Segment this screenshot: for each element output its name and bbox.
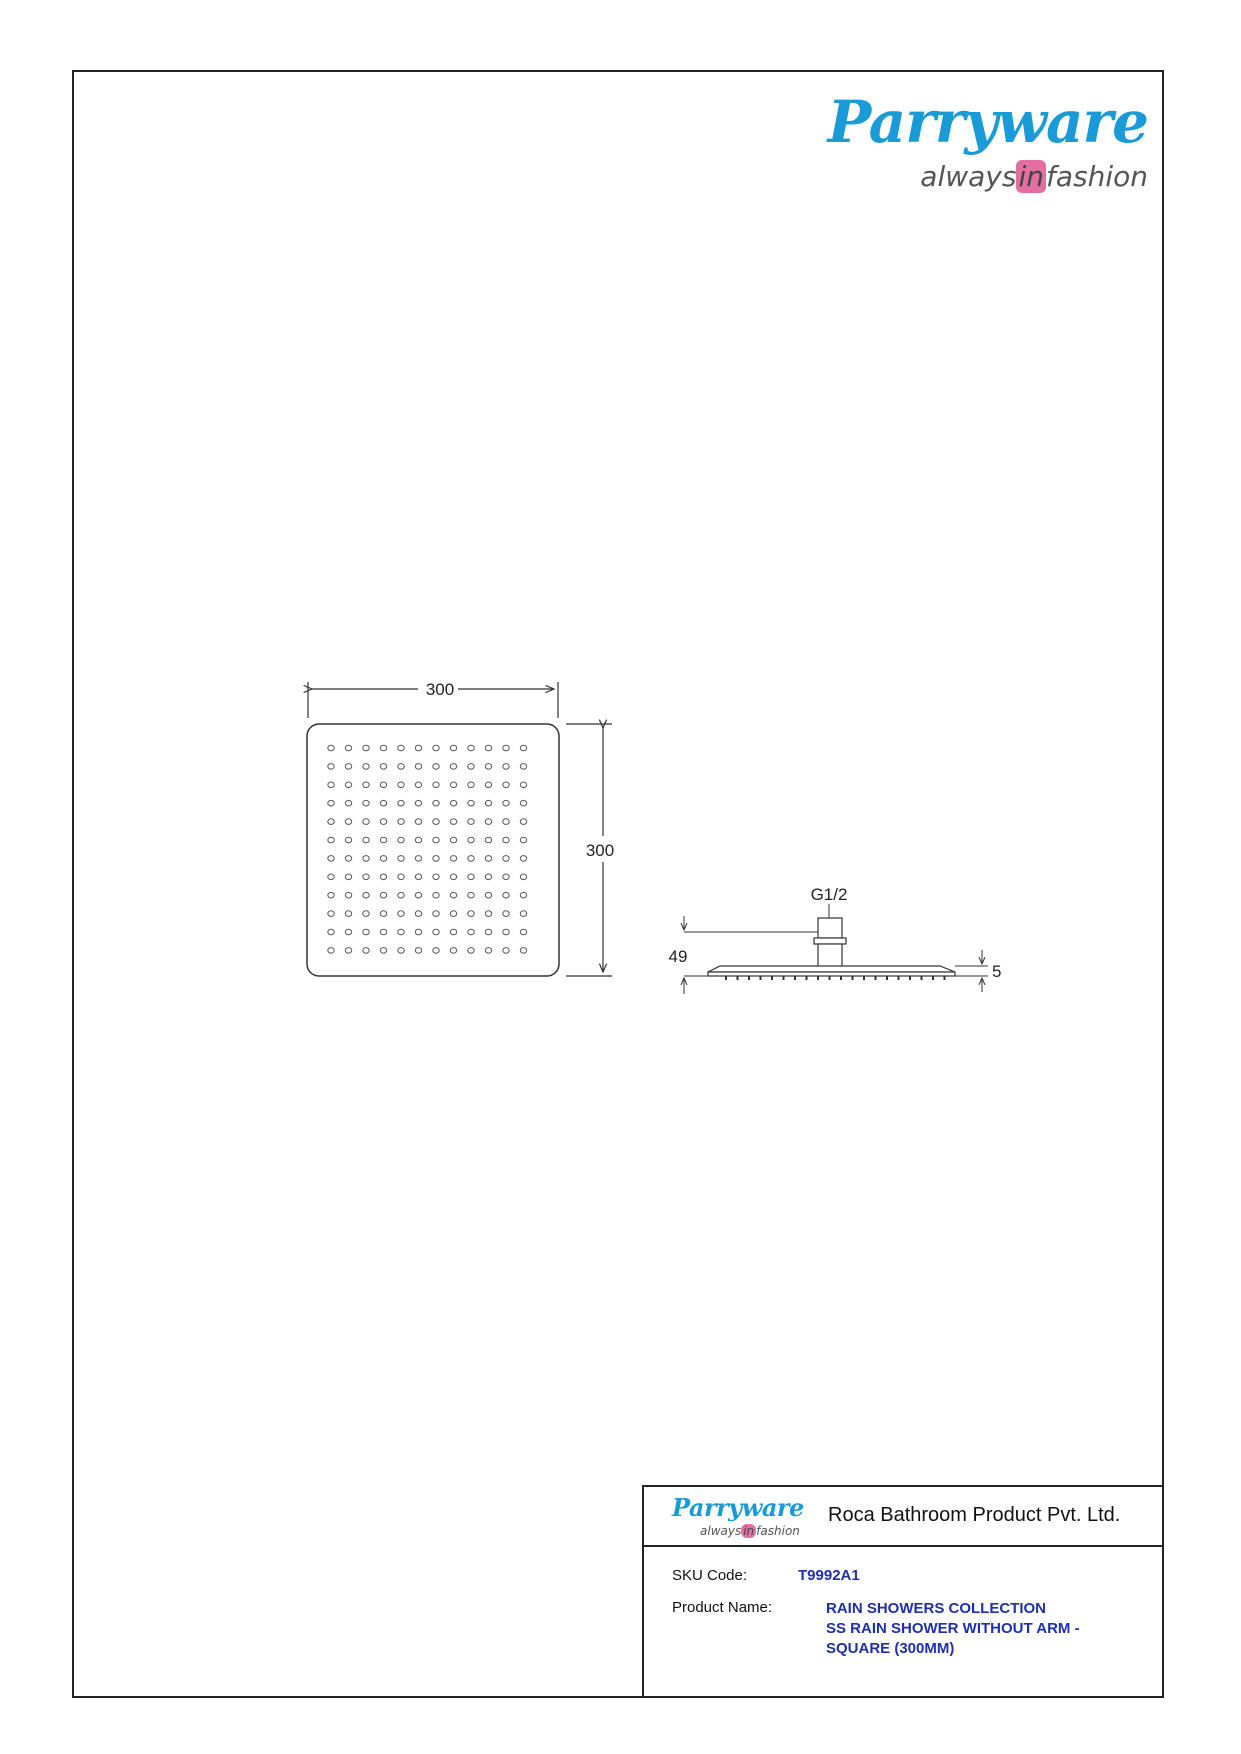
company-name: Roca Bathroom Product Pvt. Ltd. [828, 1504, 1121, 1526]
side-view [669, 885, 1002, 994]
top-view [307, 680, 614, 976]
connection-label: G1/2 [810, 885, 848, 904]
product-name-line-1: RAIN SHOWERS COLLECTION [826, 1600, 1046, 1617]
connector-body [818, 944, 842, 968]
tagline-in: in [1018, 160, 1044, 193]
small-logo-tagline [700, 1524, 800, 1538]
title-block [642, 1485, 1164, 1698]
side-height-label: 49 [668, 947, 688, 966]
shower-plate-outline [307, 724, 559, 976]
small-logo-brand-name: Parryware [672, 1493, 804, 1522]
plate-body [708, 972, 955, 976]
logo-brand-name: Parryware [827, 88, 1148, 156]
tagline-fashion: fashion [1045, 160, 1148, 193]
small-tagline-always: always [700, 1524, 742, 1538]
height-dim-label: 300 [585, 841, 615, 860]
title-block-header [644, 1487, 1164, 1547]
parryware-logo-small [672, 1493, 802, 1543]
product-name-label: Product Name: [672, 1599, 773, 1616]
plate-top [708, 966, 955, 972]
product-name-value [826, 1599, 1080, 1659]
width-dim-label: 300 [425, 680, 455, 699]
connector-nut [814, 938, 846, 944]
product-name-line-2: SS RAIN SHOWER WITHOUT ARM - [826, 1620, 1080, 1637]
sku-label: SKU Code: [672, 1567, 748, 1584]
small-tagline-fashion: fashion [756, 1524, 800, 1538]
small-tagline-in: in [743, 1524, 755, 1538]
thread-connector [818, 918, 842, 938]
thickness-label: 5 [992, 962, 1002, 981]
product-name-row [672, 1599, 1152, 1669]
sku-value: T9992A1 [798, 1567, 860, 1584]
tagline-always: always [920, 160, 1017, 193]
sku-row [672, 1567, 860, 1584]
product-name-line-3: SQUARE (300MM) [826, 1640, 955, 1657]
